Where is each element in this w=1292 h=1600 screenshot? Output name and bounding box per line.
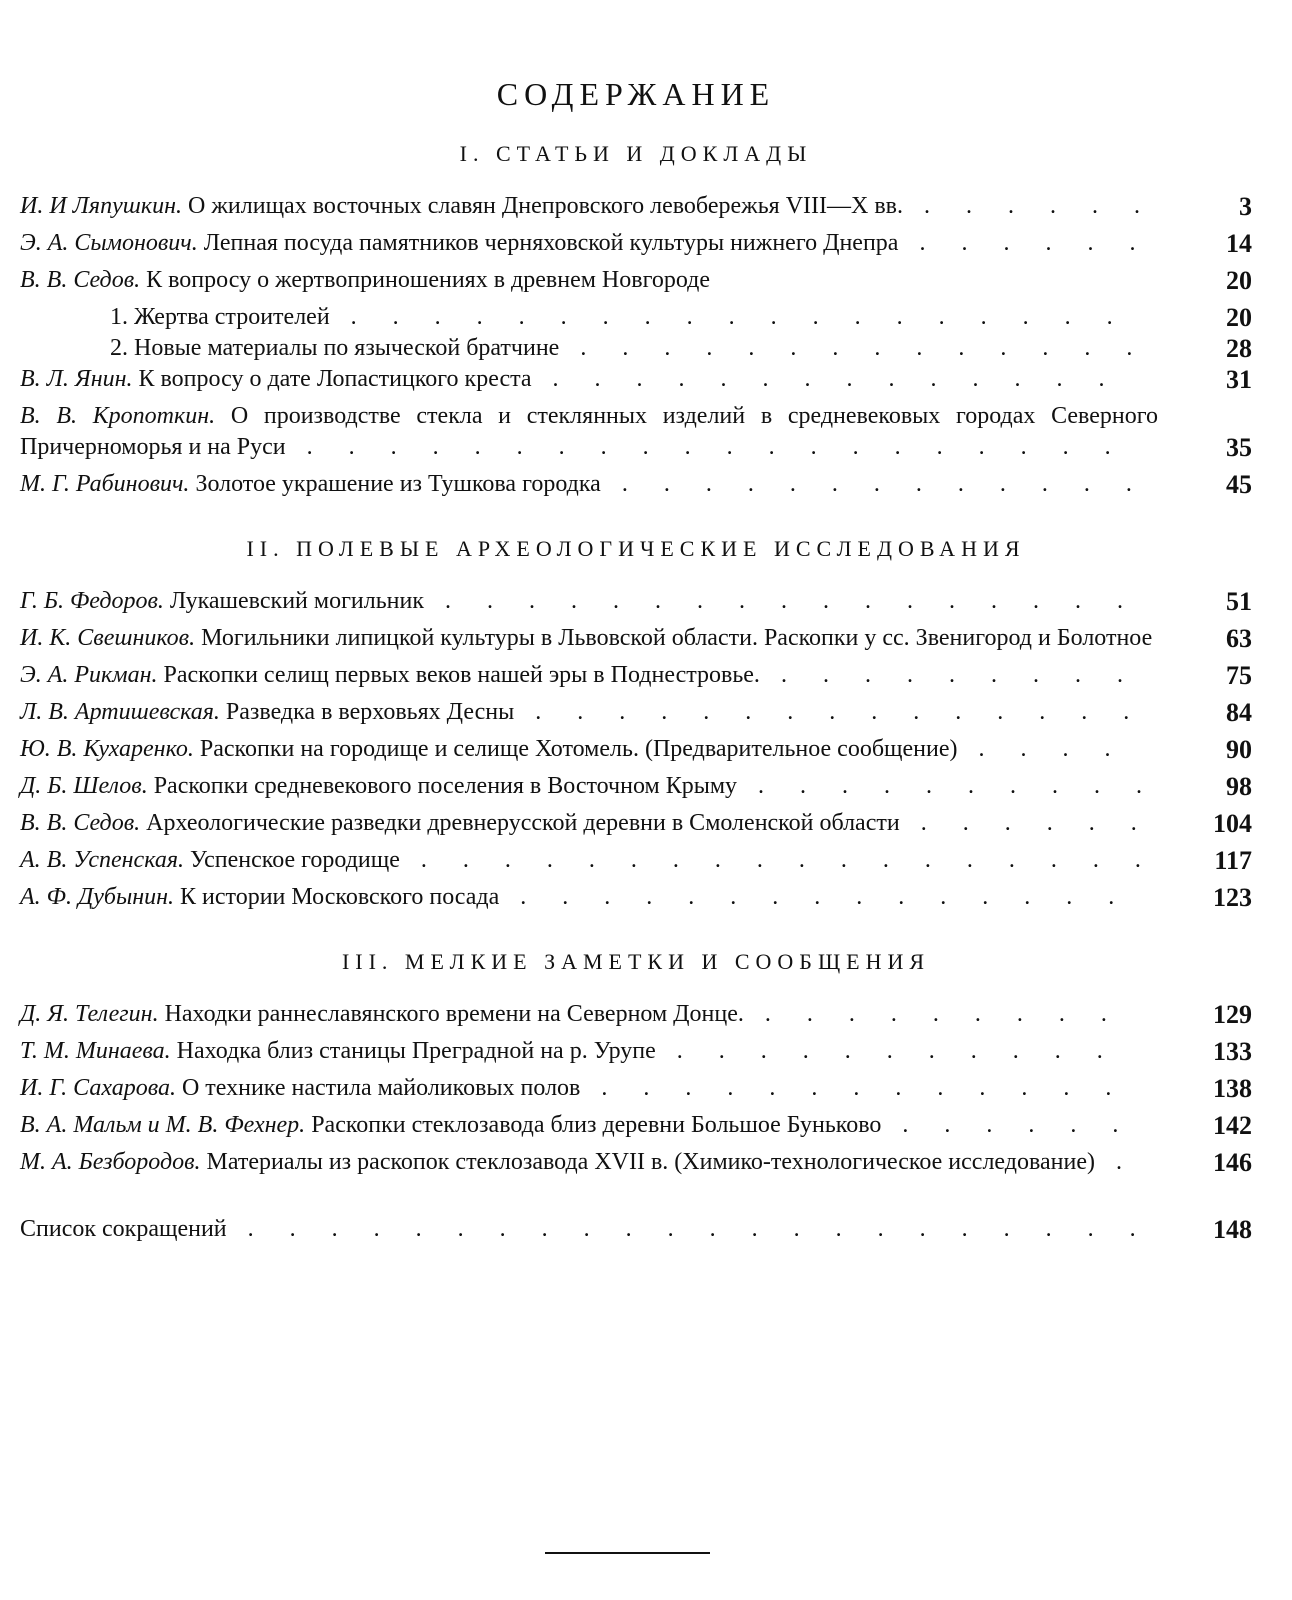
entry-page-number: 51: [1226, 587, 1252, 616]
toc-entry[interactable]: [20, 1110, 1252, 1141]
entry-text: [20, 771, 1158, 802]
entry-title: Разведка в верховьях Десны: [225, 699, 515, 725]
dot-leader: .: [1094, 1149, 1137, 1175]
table-of-contents: [20, 141, 1252, 1245]
entry-page-number: 123: [1213, 883, 1252, 912]
entry-text: [20, 623, 1158, 654]
entry-text: [20, 401, 1158, 463]
section-heading: I. СТАТЬИ И ДОКЛАДЫ: [459, 141, 813, 166]
entry-title: О производстве стекла и стеклянных изделий в средневековых городах Северного Причерноморья и на Руси: [20, 403, 1158, 460]
toc-entry[interactable]: [20, 1214, 1252, 1245]
entry-title: Раскопки стеклозавода близ деревни Большое Буньково: [311, 1112, 882, 1138]
entry-page-number: 117: [1214, 846, 1252, 875]
entry-title: Находки раннеславянского времени на Северном Донце.: [164, 1001, 744, 1027]
entry-page-number: 98: [1226, 772, 1252, 801]
entry-title: К вопросу о дате Лопастицкого креста: [138, 366, 532, 392]
entry-text: [20, 734, 1158, 765]
dot-leader: . . . .: [957, 736, 1126, 762]
entry-text: [20, 660, 1158, 691]
toc-entry[interactable]: [20, 845, 1252, 876]
entry-author: Ю. В. Кухаренко.: [20, 736, 194, 762]
dot-leader: . . . . . . . . . . . . . . .: [499, 884, 1130, 910]
entry-text: [20, 999, 1158, 1030]
toc-entry[interactable]: [20, 999, 1252, 1030]
entry-text: [20, 469, 1158, 500]
dot-leader: . . . . . .: [903, 193, 1155, 219]
entry-page-number: 20: [1226, 303, 1252, 332]
entry-author: И. Г. Сахарова.: [20, 1075, 176, 1101]
toc-entry[interactable]: [20, 469, 1252, 500]
entry-text: [20, 1036, 1158, 1067]
dot-leader: . . . . . . . . . . . . . . . . . . .: [329, 304, 1128, 330]
entry-page-number: 14: [1226, 229, 1252, 258]
entry-text: [20, 228, 1158, 259]
entry-author: Э. А. Рикман.: [20, 662, 158, 688]
entry-text: [20, 882, 1158, 913]
entry-page-number: 138: [1213, 1074, 1252, 1103]
toc-section: [20, 141, 1252, 500]
entry-title: К вопросу о жертвоприношениях в древнем Новгороде: [146, 267, 711, 293]
entry-text: [20, 808, 1158, 839]
entry-text: [20, 586, 1158, 617]
entry-title: Лепная посуда памятников черняховской культуры нижнего Днепра: [203, 230, 899, 256]
entry-page-number: 28: [1226, 334, 1252, 363]
entry-title: О жилищах восточных славян Днепровского левобережья VIII—X вв.: [187, 193, 903, 219]
entry-author: М. А. Безбородов.: [20, 1149, 201, 1175]
toc-entry[interactable]: [20, 302, 1252, 333]
toc-entry[interactable]: [20, 265, 1252, 296]
entry-title: 1. Жертва строителей: [110, 304, 330, 330]
entry-title: Находка близ станицы Преградной на р. Урупе: [176, 1038, 656, 1064]
toc-entry[interactable]: [20, 734, 1252, 765]
entry-page-number: 90: [1226, 735, 1252, 764]
entry-text: [20, 1214, 1158, 1245]
entry-title: Раскопки на городище и селище Хотомель. (Предварительное сообщение): [199, 736, 958, 762]
entry-page-number: 63: [1226, 624, 1252, 653]
entry-text: [20, 302, 1158, 333]
entry-text: [20, 845, 1158, 876]
section-heading: II. ПОЛЕВЫЕ АРХЕОЛОГИЧЕСКИЕ ИССЛЕДОВАНИЯ: [246, 536, 1026, 561]
dot-leader: . . . . . . . . . . . . . . . . .: [424, 588, 1139, 614]
dot-leader: . . . . . . . . . . . . . . . . . .: [399, 847, 1156, 873]
entry-author: Л. В. Артишевская.: [20, 699, 220, 725]
closing-rule: [545, 1552, 710, 1554]
dot-leader: . . . . . . . . .: [743, 1001, 1122, 1027]
toc-entry[interactable]: [20, 1073, 1252, 1104]
entry-page-number: 104: [1213, 809, 1252, 838]
toc-entry[interactable]: [20, 660, 1252, 691]
page-title: СОДЕРЖАНИЕ: [496, 76, 776, 112]
entry-title: Лукашевский могильник: [169, 588, 425, 614]
entry-page-number: 75: [1226, 661, 1252, 690]
toc-entry[interactable]: [20, 364, 1252, 395]
toc-entry[interactable]: [20, 771, 1252, 802]
toc-entry[interactable]: [20, 586, 1252, 617]
toc-entry[interactable]: [20, 623, 1252, 654]
entry-author: В. В. Седов.: [20, 267, 141, 293]
dot-leader: . . . . . . . . . .: [737, 773, 1158, 799]
entry-text: [20, 1110, 1158, 1141]
dot-leader: . . . . . . . . . . . . . . . . . . . .: [285, 434, 1126, 460]
toc-entry[interactable]: [20, 1036, 1252, 1067]
entry-title: Раскопки средневекового поселения в Восточном Крыму: [153, 773, 738, 799]
toc-entry[interactable]: [20, 808, 1252, 839]
entry-author: И. И Ляпушкин.: [20, 193, 182, 219]
dot-leader: . . . . . .: [881, 1112, 1134, 1138]
dot-leader: . . . . . . . . . . . . . . .: [514, 699, 1145, 725]
entry-text: [20, 697, 1158, 728]
entry-title: К истории Московского посада: [180, 884, 500, 910]
toc-section-abbreviations: [20, 1214, 1252, 1245]
dot-leader: . . . . . . . . . . . . .: [600, 471, 1147, 497]
entry-title: Список сокращений: [20, 1216, 227, 1242]
dot-leader: . . . . . . . . . . . . . .: [531, 366, 1120, 392]
entry-author: Т. М. Минаева.: [20, 1038, 171, 1064]
entry-author: Г. Б. Федоров.: [20, 588, 164, 614]
entry-page-number: 133: [1213, 1037, 1252, 1066]
entry-title: Раскопки селищ первых веков нашей эры в Поднестровье.: [163, 662, 760, 688]
entry-title: Золотое украшение из Тушкова городка: [195, 471, 601, 497]
toc-section: [20, 949, 1252, 1178]
entry-page-number: 84: [1226, 698, 1252, 727]
entry-text: [20, 333, 1158, 364]
toc-entry[interactable]: [20, 882, 1252, 913]
entry-page-number: 35: [1226, 433, 1252, 462]
entry-text: [20, 265, 1158, 296]
entry-author: М. Г. Рабинович.: [20, 471, 190, 497]
toc-section: [20, 536, 1252, 913]
dot-leader: . . . . . . . . . . . . . . . . . . . . . .: [226, 1216, 1151, 1242]
section-heading: III. МЕЛКИЕ ЗАМЕТКИ И СООБЩЕНИЯ: [341, 949, 931, 974]
entry-author: В. А. Мальм и М. В. Фехнер.: [20, 1112, 306, 1138]
dot-leader: . . . . . . . . . . . . . .: [559, 335, 1148, 361]
toc-entry[interactable]: [20, 697, 1252, 728]
entry-author: В. В. Седов.: [20, 810, 141, 836]
entry-page-number: 31: [1226, 365, 1252, 394]
entry-author: Э. А. Сымонович.: [20, 230, 198, 256]
dot-leader: . . . . . . . . . . .: [655, 1038, 1118, 1064]
entry-author: А. В. Успенская.: [20, 847, 184, 873]
entry-text: [20, 364, 1158, 395]
entry-page-number: 146: [1213, 1148, 1252, 1177]
entry-title: 2. Новые материалы по языческой братчине: [110, 335, 560, 361]
entry-author: А. Ф. Дубынин.: [20, 884, 175, 910]
entry-title: Материалы из раскопок стеклозавода XVII в. (Химико-технологическое исследование): [206, 1149, 1095, 1175]
toc-entry[interactable]: [20, 191, 1252, 222]
entry-page-number: 142: [1213, 1111, 1252, 1140]
entry-author: И. К. Свешников.: [20, 625, 196, 651]
entry-author: Д. Я. Телегин.: [20, 1001, 159, 1027]
entry-title: Успенское городище: [190, 847, 400, 873]
entry-page-number: 148: [1213, 1215, 1252, 1244]
entry-page-number: 20: [1226, 266, 1252, 295]
entry-author: В. Л. Янин.: [20, 366, 133, 392]
entry-title: О технике настила майоликовых полов: [181, 1075, 581, 1101]
entry-page-number: 3: [1239, 192, 1252, 221]
toc-entry[interactable]: [20, 333, 1252, 364]
dot-leader: . . . . . .: [899, 810, 1152, 836]
entry-title: Археологические разведки древнерусской деревни в Смоленской области: [146, 810, 900, 836]
dot-leader: . . . . . .: [898, 230, 1151, 256]
dot-leader: . . . . . . . . .: [759, 662, 1138, 688]
entry-title: Могильники липицкой культуры в Львовской области. Раскопки у сс. Звенигород и Болотное: [201, 625, 1153, 651]
entry-text: [20, 1147, 1158, 1178]
toc-entry[interactable]: [20, 401, 1252, 463]
dot-leader: . . . . . . . . . . . . .: [580, 1075, 1127, 1101]
toc-entry[interactable]: [20, 1147, 1252, 1178]
entry-page-number: 45: [1226, 470, 1252, 499]
entry-page-number: 129: [1213, 1000, 1252, 1029]
entry-author: Д. Б. Шелов.: [20, 773, 148, 799]
entry-text: [20, 191, 1158, 222]
entry-author: В. В. Кропоткин.: [20, 403, 216, 429]
toc-entry[interactable]: [20, 228, 1252, 259]
entry-text: [20, 1073, 1158, 1104]
